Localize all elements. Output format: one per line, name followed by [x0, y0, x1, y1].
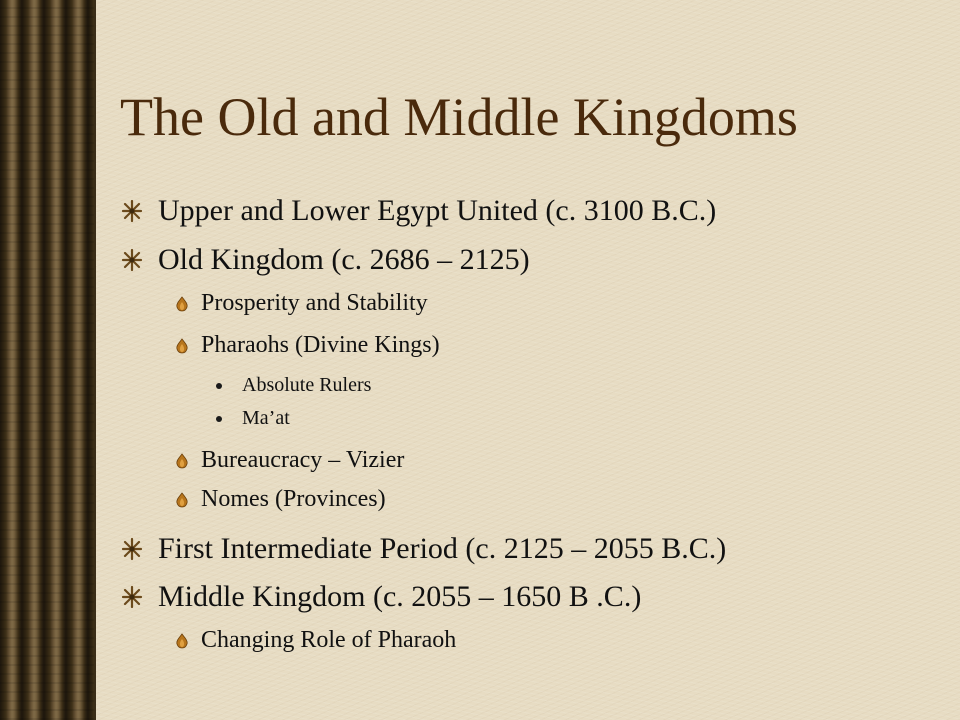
- papyrus-icon: [120, 199, 144, 223]
- decorative-wood-strip: [0, 0, 94, 720]
- bullet-item: [158, 194, 716, 229]
- flame-icon: [175, 633, 189, 649]
- bullet-text: Old Kingdom (c. 2686 – 2125): [158, 243, 530, 276]
- bullet-text: Bureaucracy – Vizier: [201, 447, 405, 473]
- sub-bullet-item: [201, 290, 428, 318]
- sub-bullet-item: [201, 486, 386, 514]
- bullet-text: Nomes (Provinces): [201, 486, 386, 512]
- papyrus-icon: [120, 248, 144, 272]
- flame-icon: [175, 296, 189, 312]
- bullet-text: Changing Role of Pharaoh: [201, 627, 457, 653]
- sub-sub-bullet-item: [242, 374, 371, 397]
- dot-bullet-icon: [216, 383, 222, 389]
- sub-sub-bullet-item: [242, 407, 290, 430]
- papyrus-icon: [120, 537, 144, 561]
- bullet-text: Ma’at: [242, 407, 290, 429]
- papyrus-icon: [120, 585, 144, 609]
- bullet-item: [158, 243, 530, 278]
- bullet-text: Absolute Rulers: [242, 374, 372, 396]
- bullet-item: [158, 580, 641, 615]
- bullet-text: First Intermediate Period (c. 2125 – 2055 B.C.): [158, 532, 727, 565]
- flame-icon: [175, 492, 189, 508]
- sub-bullet-item: [201, 332, 440, 360]
- bullet-item: [158, 532, 726, 567]
- bullet-text: Pharaohs (Divine Kings): [201, 332, 440, 358]
- flame-icon: [175, 453, 189, 469]
- flame-icon: [175, 338, 189, 354]
- sub-bullet-item: [201, 627, 456, 655]
- bullet-text: Upper and Lower Egypt United (c. 3100 B.C.): [158, 194, 717, 227]
- sub-bullet-item: [201, 447, 404, 475]
- slide-title: The Old and Middle Kingdoms: [120, 87, 798, 147]
- dot-bullet-icon: [216, 416, 222, 422]
- strip-divider: [94, 0, 96, 720]
- bullet-text: Middle Kingdom (c. 2055 – 1650 B .C.): [158, 580, 642, 613]
- bullet-text: Prosperity and Stability: [201, 290, 428, 316]
